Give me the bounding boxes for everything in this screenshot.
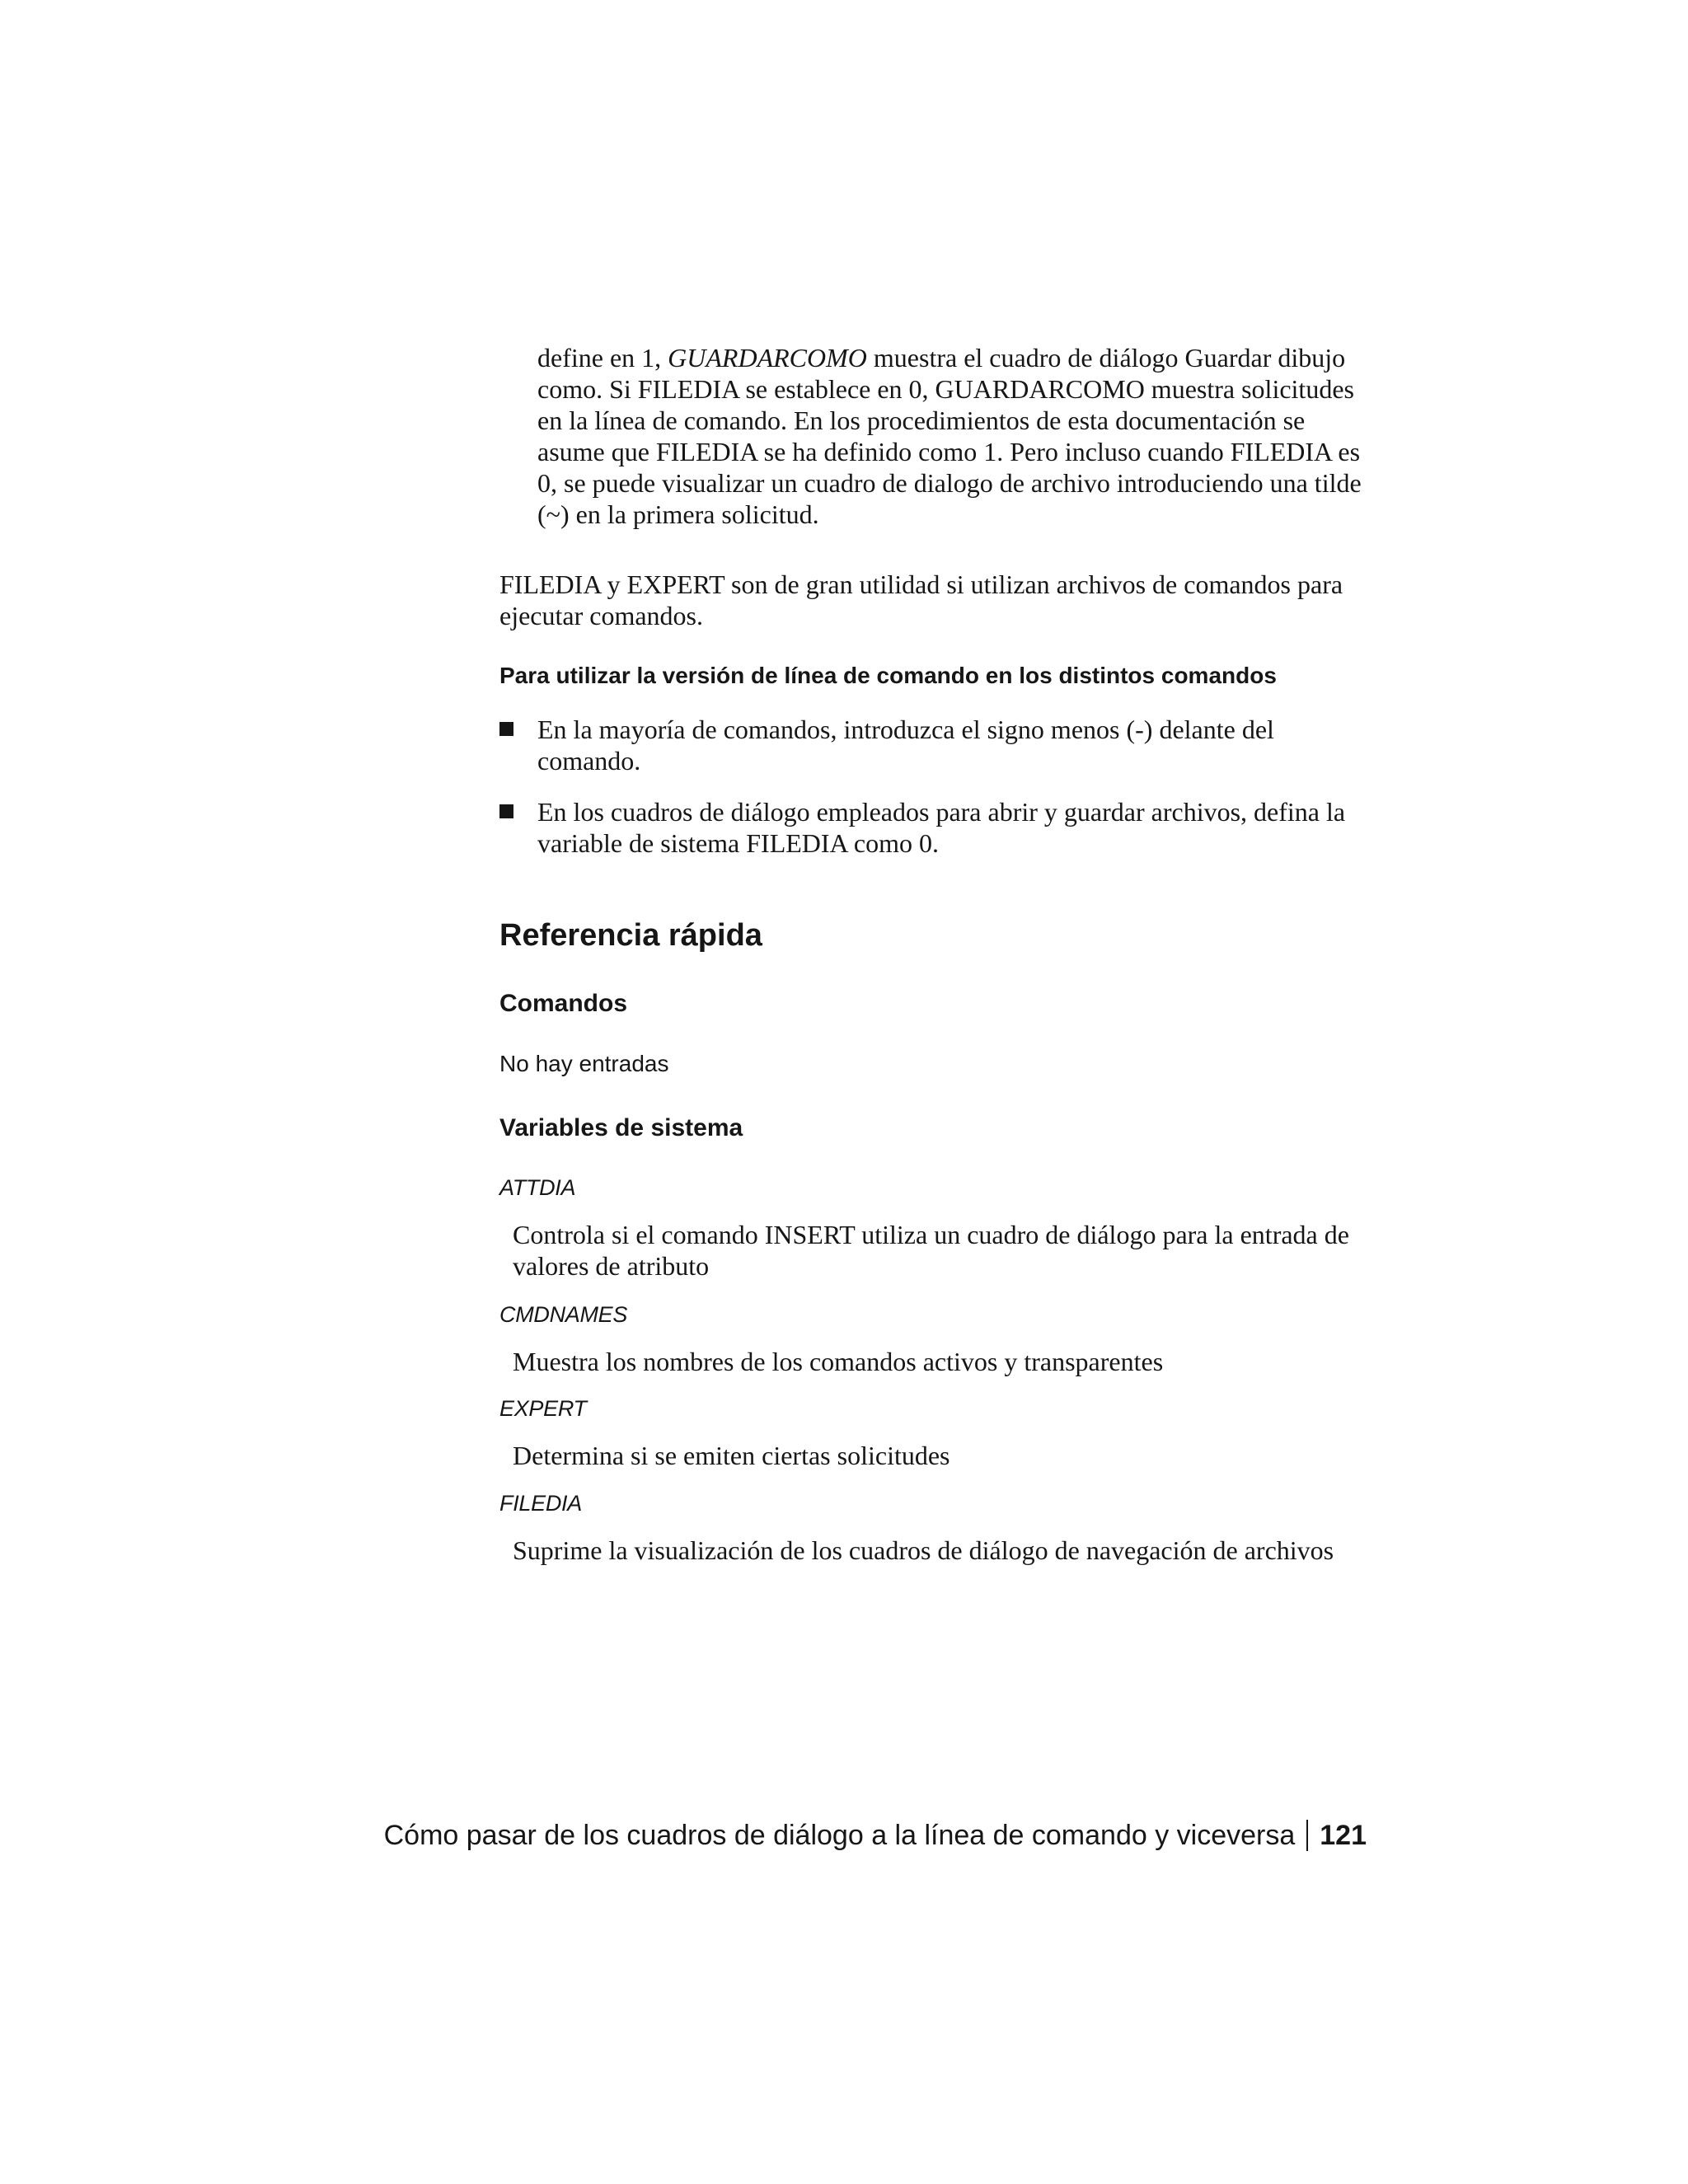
variable-description-filedia: Suprime la visualización de los cuadros de diálogo de navegación de archivos [513, 1535, 1334, 1565]
filedia-expert-paragraph: FILEDIA y EXPERT son de gran utilidad si utilizan archivos de comandos para ejecutar comandos. [499, 569, 1343, 630]
footer-divider [1306, 1820, 1308, 1851]
intro-lead: define en 1, [537, 343, 668, 373]
page-number: 121 [1320, 1820, 1367, 1851]
variable-description-cmdnames: Muestra los nombres de los comandos activos y transparentes [513, 1347, 1164, 1376]
guardarcomo-term: GUARDARCOMO [668, 343, 867, 373]
variable-name-cmdnames: CMDNAMES [499, 1302, 628, 1327]
intro-rest: muestra el cuadro de diálogo Guardar dibujo como. Si FILEDIA se establece en 0, GUARDARCOMO muestra solicitudes en la línea de comando. En los procedimientos de esta documentación se asume que FILEDIA se ha definido como 1. Pero incluso cuando FILEDIA es 0, se puede visualizar un cuadro de dialogo de archivo introduciendo una tilde (~) en la primera solicitud. [537, 343, 1362, 529]
quick-reference-title: Referencia rápida [499, 918, 762, 953]
variable-name-attdia: ATTDIA [499, 1175, 576, 1200]
square-bullet-icon [499, 804, 513, 818]
square-bullet-icon [499, 722, 513, 736]
variable-description-attdia: Controla si el comando INSERT utiliza un cuadro de diálogo para la entrada de valores de atributo [513, 1220, 1349, 1281]
commands-text: No hay entradas [499, 1051, 669, 1076]
variable-description-expert: Determina si se emiten ciertas solicitudes [513, 1441, 950, 1470]
procedure-heading: Para utilizar la versión de línea de comando en los distintos comandos [499, 663, 1277, 688]
list-item-text: En los cuadros de diálogo empleados para abrir y guardar archivos, defina la variable de sistema FILEDIA como 0. [537, 797, 1346, 858]
list-item [499, 796, 1378, 859]
variable-name-filedia: FILEDIA [499, 1491, 582, 1516]
list-item-text: En la mayoría de comandos, introduzca el signo menos (-) delante del comando. [537, 715, 1274, 776]
commands-title: Comandos [499, 990, 628, 1017]
list-item [499, 714, 1378, 776]
system-variables-title: Variables de sistema [499, 1114, 743, 1141]
procedure-list [499, 714, 1378, 879]
intro-paragraph [537, 342, 1378, 530]
page-footer [384, 1819, 1367, 1852]
variable-name-expert: EXPERT [499, 1396, 587, 1421]
footer-chapter-title: Cómo pasar de los cuadros de diálogo a la línea de comando y viceversa [383, 1820, 1296, 1851]
